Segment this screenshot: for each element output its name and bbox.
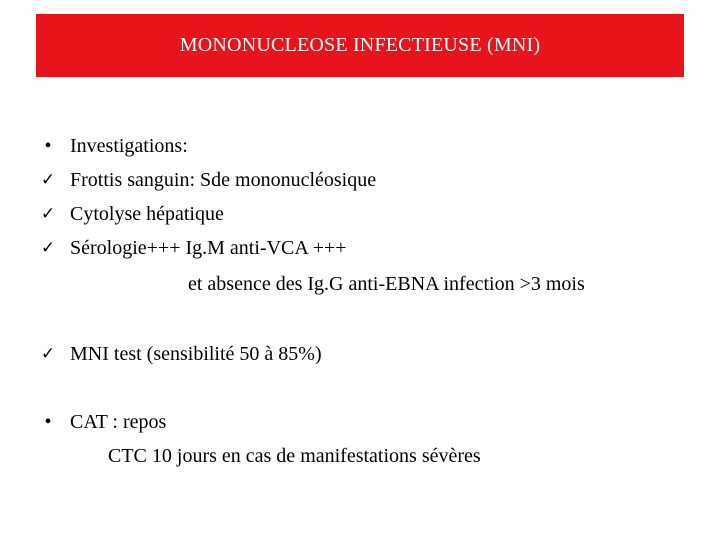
checkmark-icon: ✓ bbox=[40, 170, 56, 190]
checkmark-icon: ✓ bbox=[40, 344, 56, 364]
item-mni-test: MNI test (sensibilité 50 à 85%) bbox=[70, 343, 322, 365]
item-cytolyse: Cytolyse hépatique bbox=[70, 203, 224, 225]
checkmark-icon: ✓ bbox=[40, 238, 56, 258]
item-frottis: Frottis sanguin: Sde mononucléosique bbox=[70, 169, 377, 191]
item-serologie-continuation: et absence des Ig.G anti-EBNA infection >3 mois bbox=[188, 273, 585, 295]
checkmark-icon: ✓ bbox=[40, 204, 56, 224]
item-cat-continuation: CTC 10 jours en cas de manifestations sévères bbox=[108, 445, 481, 467]
item-serologie: Sérologie+++ Ig.M anti-VCA +++ bbox=[70, 237, 347, 259]
title-banner bbox=[36, 14, 684, 77]
bullet-icon: • bbox=[44, 411, 52, 433]
item-cat: CAT : repos bbox=[70, 411, 167, 433]
item-investigations: Investigations: bbox=[70, 135, 188, 157]
bullet-icon: • bbox=[44, 135, 52, 157]
slide-title: MONONUCLEOSE INFECTIEUSE (MNI) bbox=[179, 34, 541, 56]
